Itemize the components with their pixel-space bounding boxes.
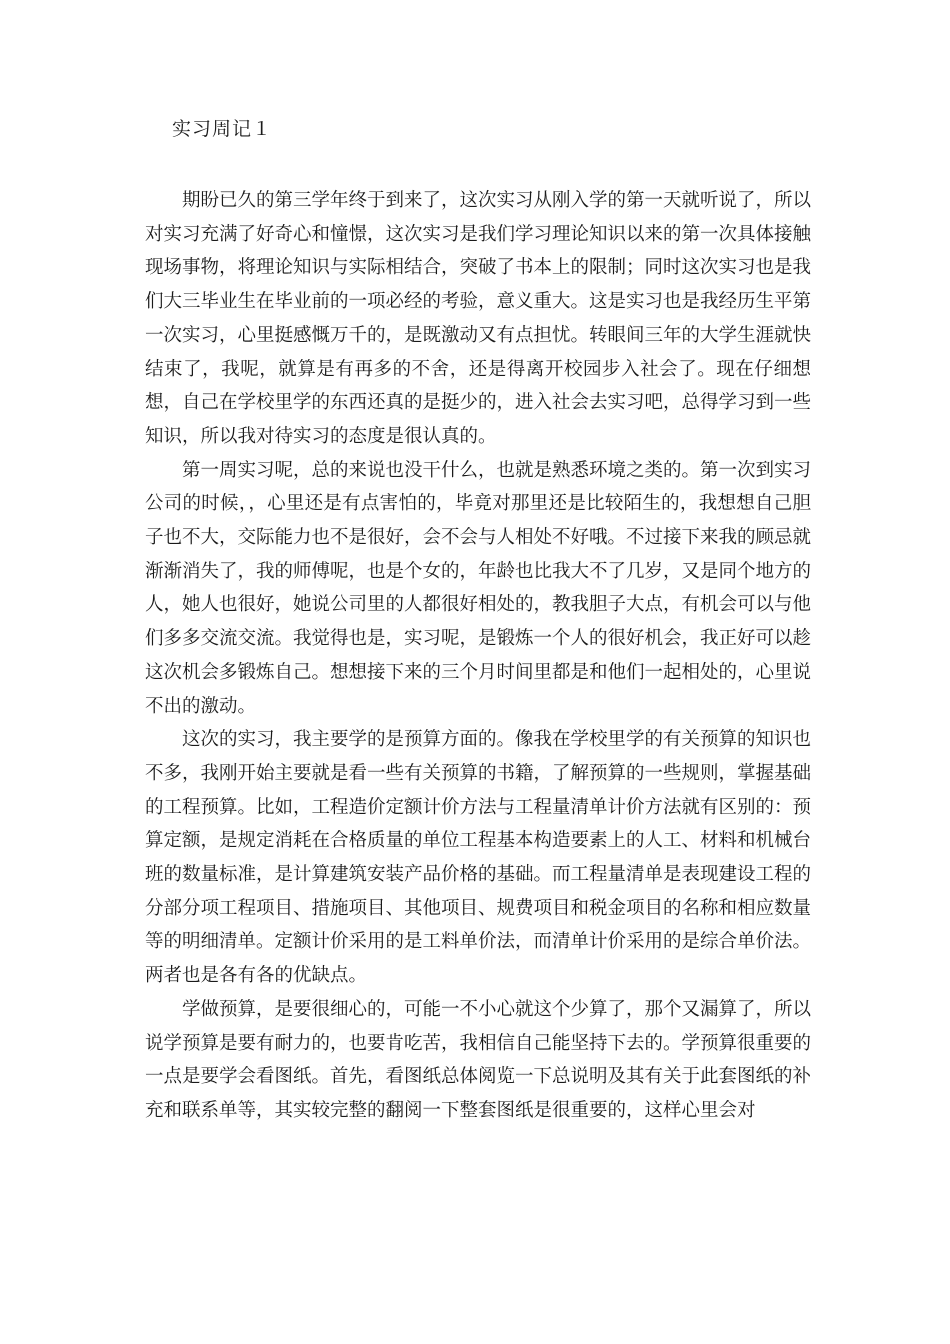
document-body bbox=[145, 184, 811, 1128]
paragraph-1: 期盼已久的第三学年终于到来了，这次实习从刚入学的第一天就听说了，所以对实习充满了好奇心和憧憬，这次实习是我们学习理论知识以来的第一次具体接触现场事物，将理论知识与实际相结合，突破了书本上的限制；同时这次实习也是我们大三毕业生在毕业前的一项必经的考验，意义重大。这是实习也是我经历生平第一次实习，心里挺感慨万千的，是既激动又有点担忧。转眼间三年的大学生涯就快结束了，我呢，就算是有再多的不舍，还是得离开校园步入社会了。现在仔细想想，自己在学校里学的东西还真的是挺少的，进入社会去实习吧，总得学习到一些知识，所以我对待实习的态度是很认真的。 bbox=[145, 190, 812, 447]
paragraph-3: 这次的实习，我主要学的是预算方面的。像我在学校里学的有关预算的知识也不多，我刚开始主要就是看一些有关预算的书籍，了解预算的一些规则，掌握基础的工程预算。比如，工程造价定额计价方法与工程量清单计价方法就有区别的：预算定额，是规定消耗在合格质量的单位工程基本构造要素上的人工、材料和机械台班的数量标准，是计算建筑安装产品价格的基础。而工程量清单是表现建设工程的分部分项工程项目、措施项目、其他项目、规费项目和税金项目的名称和相应数量等的明细清单。定额计价采用的是工料单价法，而清单计价采用的是综合单价法。两者也是各有各的优缺点。 bbox=[145, 729, 812, 987]
paragraph-4: 学做预算，是要很细心的，可能一不小心就这个少算了，那个又漏算了，所以说学预算是要有耐力的，也要肯吃苦，我相信自己能坚持下去的。学预算很重要的一点是要学会看图纸。首先，看图纸总体阅览一下总说明及其有关于此套图纸的补充和联系单等，其实较完整的翻阅一下整套图纸是很重要的，这样心里会对 bbox=[145, 998, 812, 1121]
paragraph-2: 第一周实习呢，总的来说也没干什么，也就是熟悉环境之类的。第一次到实习公司的时候，，心里还是有点害怕的，毕竟对那里还是比较陌生的，我想想自己胆子也不大，交际能力也不是很好，会不会与人相处不好哦。不过接下来我的顾忌就渐渐消失了，我的师傅呢，也是个女的，年龄也比我大不了几岁，又是同个地方的人，她人也很好，她说公司里的人都很好相处的，教我胆子大点，有机会可以与他们多多交流交流。我觉得也是，实习呢，是锻炼一个人的很好机会，我正好可以趁这次机会多锻炼自己。想想接下来的三个月时间里都是和他们一起相处的，心里说不出的激动。 bbox=[145, 459, 812, 717]
document-title: 实习周记１ bbox=[172, 118, 273, 140]
